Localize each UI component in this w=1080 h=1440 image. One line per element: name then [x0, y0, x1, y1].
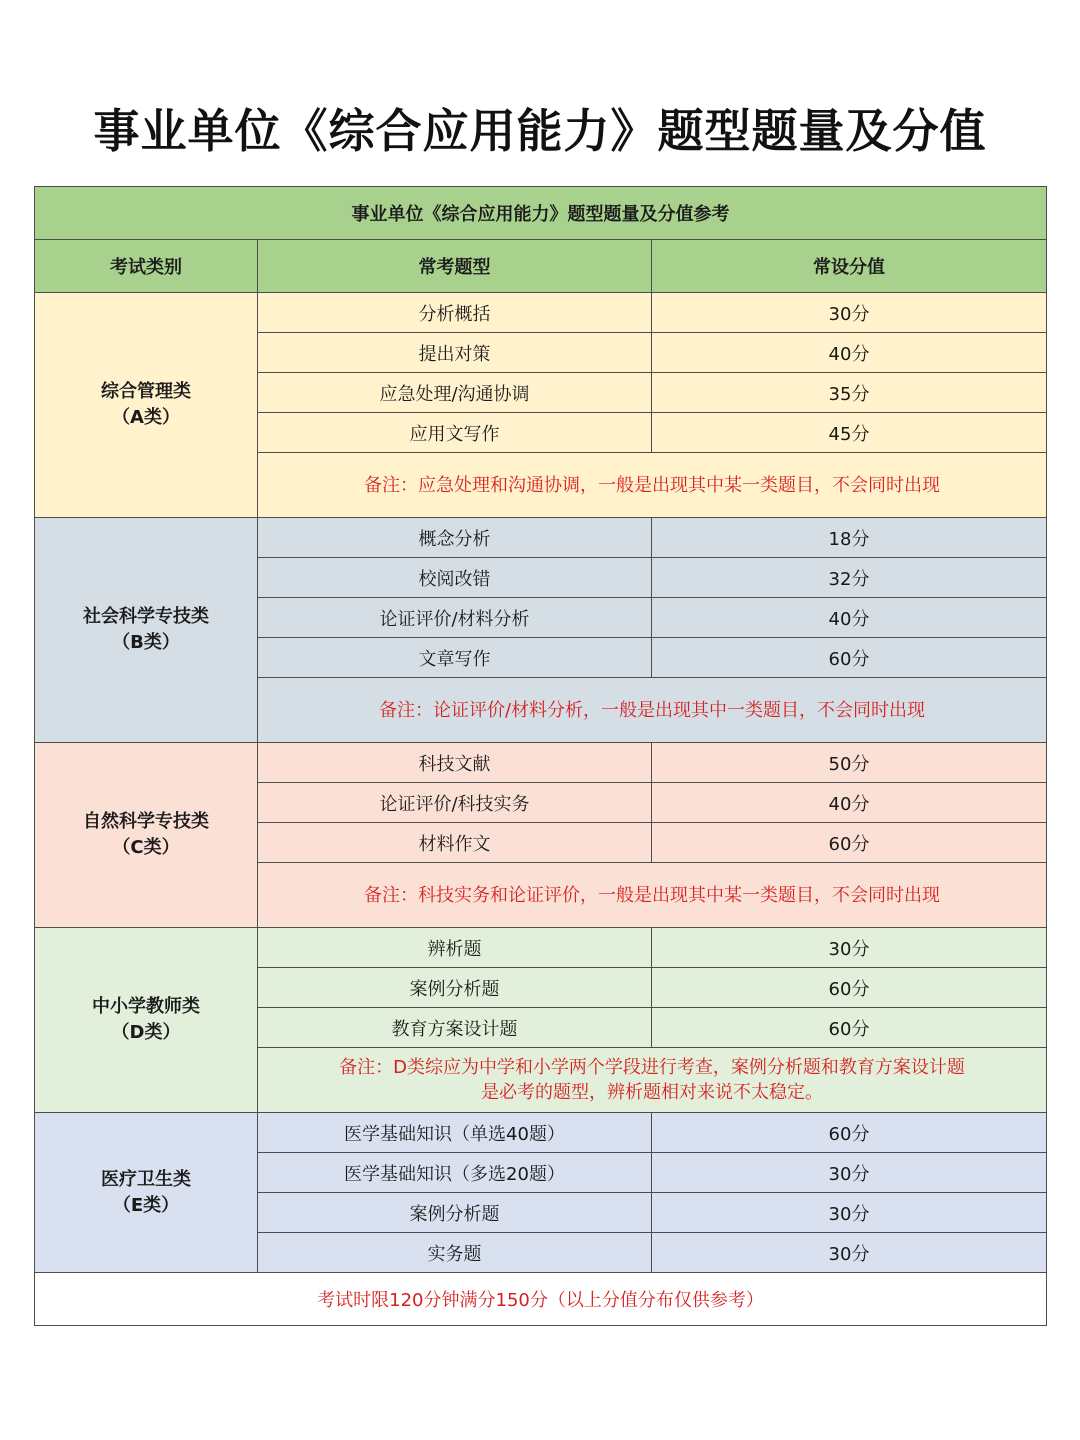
- footer-row: [35, 1273, 1047, 1326]
- question-type-cell: 校阅改错: [258, 558, 652, 598]
- category-name: 医疗卫生类: [101, 1168, 191, 1190]
- note-line: 备注：应急处理和沟通协调，一般是出现其中某一类题目，不会同时出现: [364, 474, 940, 496]
- footer-note: 考试时限120分钟满分150分（以上分值分布仅供参考）: [35, 1273, 1047, 1326]
- table-row: [35, 293, 1047, 333]
- note-cell: [258, 1048, 1047, 1113]
- note-cell: [258, 678, 1047, 743]
- question-type-cell: 应急处理/沟通协调: [258, 373, 652, 413]
- score-cell: 45分: [652, 413, 1047, 453]
- score-cell: 35分: [652, 373, 1047, 413]
- table-row: [35, 1113, 1047, 1153]
- category-code: （D类）: [111, 1022, 181, 1043]
- question-type-cell: 科技文献: [258, 743, 652, 783]
- table-caption: 事业单位《综合应用能力》题型题量及分值参考: [35, 187, 1047, 240]
- score-cell: 30分: [652, 1193, 1047, 1233]
- question-type-cell: 论证评价/材料分析: [258, 598, 652, 638]
- score-cell: 18分: [652, 518, 1047, 558]
- table-row: [35, 743, 1047, 783]
- score-cell: 40分: [652, 783, 1047, 823]
- category-code: （E类）: [112, 1194, 180, 1216]
- question-type-cell: 案例分析题: [258, 968, 652, 1008]
- category-name: 自然科学专技类: [83, 811, 209, 832]
- header-score: 常设分值: [652, 240, 1047, 293]
- question-type-cell: 教育方案设计题: [258, 1008, 652, 1048]
- header-row: [35, 240, 1047, 293]
- score-cell: 30分: [652, 928, 1047, 968]
- score-cell: 30分: [652, 1233, 1047, 1273]
- category-cell: [35, 928, 258, 1113]
- question-type-cell: 医学基础知识（单选40题）: [258, 1113, 652, 1153]
- score-cell: 60分: [652, 823, 1047, 863]
- note-line: 备注：论证评价/材料分析，一般是出现其中一类题目，不会同时出现: [378, 699, 926, 721]
- category-cell: [35, 743, 258, 928]
- question-type-cell: 辨析题: [258, 928, 652, 968]
- category-name: 中小学教师类: [92, 996, 200, 1017]
- score-cell: 60分: [652, 1113, 1047, 1153]
- score-cell: 30分: [652, 293, 1047, 333]
- table-row: [35, 518, 1047, 558]
- category-cell: [35, 518, 258, 743]
- question-type-cell: 分析概括: [258, 293, 652, 333]
- note-line: 是必考的题型，辨析题相对来说不太稳定。: [481, 1082, 823, 1103]
- header-question-type: 常考题型: [258, 240, 652, 293]
- page-title: 事业单位《综合应用能力》题型题量及分值: [93, 104, 987, 158]
- note-line: 备注：D类综应为中学和小学两个学段进行考查，案例分析题和教育方案设计题: [339, 1057, 965, 1078]
- category-code: （A类）: [112, 407, 180, 428]
- question-type-cell: 概念分析: [258, 518, 652, 558]
- table-row: [35, 928, 1047, 968]
- note-cell: [258, 863, 1047, 928]
- score-cell: 40分: [652, 333, 1047, 373]
- score-cell: 50分: [652, 743, 1047, 783]
- question-type-cell: 论证评价/科技实务: [258, 783, 652, 823]
- category-code: （B类）: [112, 632, 180, 653]
- header-category: 考试类别: [35, 240, 258, 293]
- note-cell: [258, 453, 1047, 518]
- score-cell: 60分: [652, 968, 1047, 1008]
- category-code: （C类）: [112, 837, 180, 858]
- question-type-cell: 材料作文: [258, 823, 652, 863]
- caption-row: [35, 187, 1047, 240]
- category-cell: [35, 293, 258, 518]
- score-cell: 30分: [652, 1153, 1047, 1193]
- question-type-cell: 实务题: [258, 1233, 652, 1273]
- category-name: 综合管理类: [101, 381, 191, 402]
- question-type-cell: 应用文写作: [258, 413, 652, 453]
- score-cell: 60分: [652, 638, 1047, 678]
- question-type-cell: 文章写作: [258, 638, 652, 678]
- score-table: [34, 186, 1047, 1326]
- question-type-cell: 提出对策: [258, 333, 652, 373]
- score-cell: 60分: [652, 1008, 1047, 1048]
- category-name: 社会科学专技类: [83, 606, 209, 627]
- score-cell: 32分: [652, 558, 1047, 598]
- category-cell: [35, 1113, 258, 1273]
- question-type-cell: 案例分析题: [258, 1193, 652, 1233]
- score-cell: 40分: [652, 598, 1047, 638]
- note-line: 备注：科技实务和论证评价，一般是出现其中某一类题目，不会同时出现: [364, 884, 940, 906]
- question-type-cell: 医学基础知识（多选20题）: [258, 1153, 652, 1193]
